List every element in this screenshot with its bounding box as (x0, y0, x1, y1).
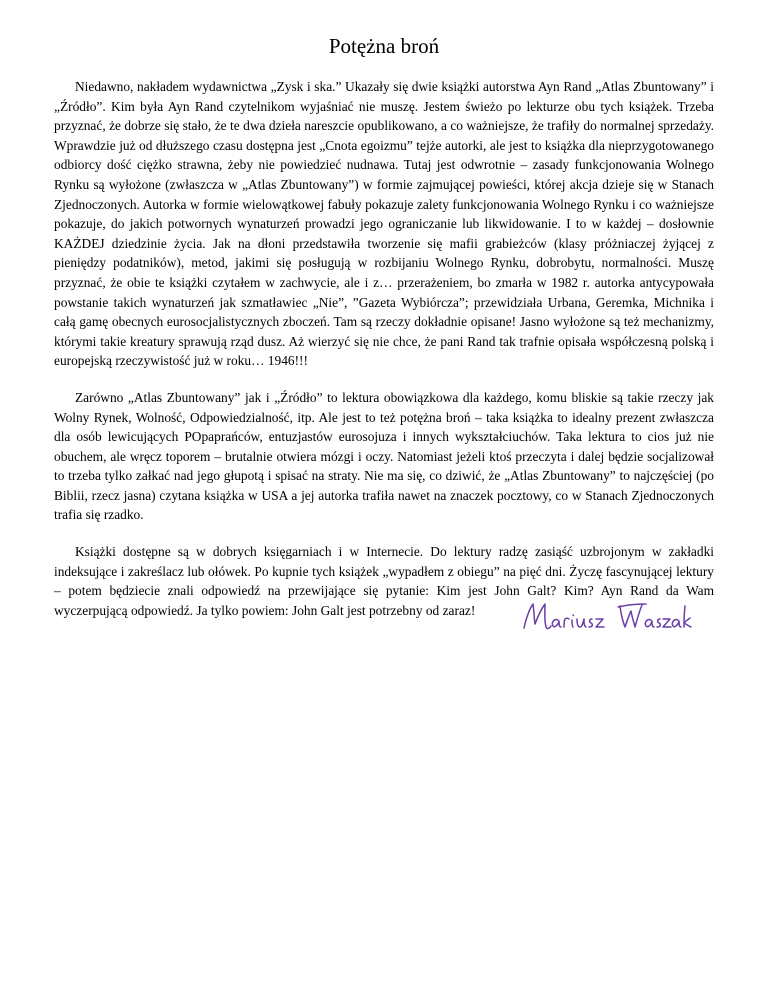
paragraph-1: Niedawno, nakładem wydawnictwa „Zysk i ska.” Ukazały się dwie książki autorstwa Ayn Rand „Atlas Zbuntowany” i „Źródło”. Kim była Ayn Rand czytelnikom wyjaśniać nie muszę. Jestem świeżo po lekturze obu tych książek. Trzeba przyznać, że dobrze się stało, że te dwa dzieła nareszcie opublikowano, a co ważniejsze, że trafiły do normalnej sprzedaży. Wprawdzie już od dłuższego czasu dostępna jest „Cnota egoizmu” tejże autorki, ale jest to książka dla nieprzygotowanego odbiorcy dość ciężko strawna, żeby nie powiedzieć nudnawa. Tutaj jest odwrotnie – zasady funkcjonowania Wolnego Rynku są wyłożone (zwłaszcza w „Atlas Zbuntowany”) w formie zajmującej powieści, której akcja dzieje się w Stanach Zjednoczonych. Autorka w formie wielowątkowej fabuły pokazuje zalety funkcjonowania Wolnego Rynku i co ważniejsze pokazuje, do jakich potwornych wynaturzeń prowadzi jego ograniczanie lub likwidowanie. I to w każdej – dosłownie KAŻDEJ dziedzinie życia. Jak na dłoni przedstawiła tworzenie się mafii grabieżców (klasy próżniaczej żyjącej z pieniędzy podatników), metod, jakimi się posługują w rozbijaniu Wolnego Rynku, dobrobytu, normalności. Muszę przyznać, że obie te książki czytałem w zachwycie, ale i z… przerażeniem, bo zmarła w 1982 r. autorka antycypowała powstanie takich wynaturzeń jak szmatławiec „Nie”, ”Gazeta Wybiórcza”; przewidziała Urbana, Geremka, Michnika i całą gamę obecnych eurosocjalistycznych zboczeń. Tam są rzeczy dokładnie opisane! Jasno wyłożone są też mechanizmy, którymi takie kreatury sprawują rząd dusz. Aż wierzyć się nie chce, że pani Rand tak trafnie opisała współczesną polską i europejską rzeczywistość już w roku… 1946!!! (54, 79, 714, 369)
page-title: Potężna broń (328, 34, 440, 58)
handwritten-signature (520, 596, 692, 636)
paragraph-3: Książki dostępne są w dobrych księgarniach i w Internecie. Do lektury radzę zasiąść uzbrojonym w zakładki indeksujące i zakreślacz lub ołówek. Po kupnie tych książek „wypadłem z obiegu” na pięć dni. Życzę fascynującej lektury – potem będziecie znali odpowiedź na przewijające się pytanie: Kim jest John Galt? Kim? Ayn Rand da Wam wyczerpującą odpowiedź. Ja tylko powiem: John Galt jest potrzebny od zaraz! (54, 544, 714, 618)
article-body (54, 77, 714, 637)
paragraph-2: Zarówno „Atlas Zbuntowany” jak i „Źródło” to lektura obowiązkowa dla każdego, komu bliskie są takie rzeczy jak Wolny Rynek, Wolność, Odpowiedzialność, itp. Ale jest to też potężna broń – taka książka to idealny prezent zwłaszcza dla osób lewicujących POpaprańców, entuzjastów eurosojuza i innych wykształciuchów. Taka lektura to cios już nie obuchem, ale wręcz toporem – brutalnie otwiera mózgi i oczy. Natomiast jeżeli ktoś przeczyta i dalej będzie socjalizował to trzeba tylko załkać nad jego głupotą i spisać na straty. Nie ma się, co dziwić, że „Atlas Zbuntowany” to najczęściej (po Biblii, rzecz jasna) czytana książka w USA a jej autorka trafiła nawet na znaczek pocztowy, co w Stanach Zjednoczonych trafia się rzadko. (54, 389, 714, 523)
